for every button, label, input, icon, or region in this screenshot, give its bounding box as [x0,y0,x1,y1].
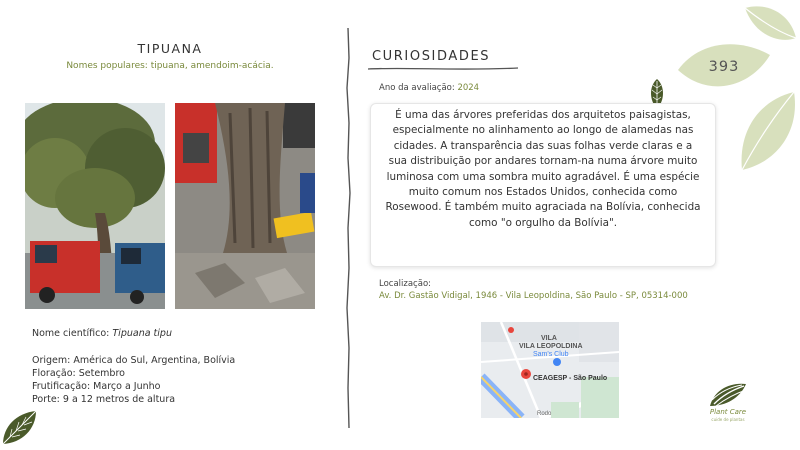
year-value: 2024 [457,83,480,93]
location-label: Localização: [379,279,432,289]
brand-tagline: cuide de plantas [711,417,745,422]
location-address: Av. Dr. Gastão Vidigal, 1946 - Vila Leopoldina, São Paulo - SP, 05314-000 [379,291,688,301]
title-underline [368,66,518,72]
curiosities-title: CURIOSIDADES [372,49,491,64]
year-label: Ano da avaliação: [379,83,458,93]
flowering-text: Floração: Setembro [32,368,125,379]
size-text: Porte: 9 a 12 metros de altura [32,394,176,405]
vertical-divider [343,28,355,428]
origin-text: Origem: América do Sul, Argentina, Bolívia [32,355,236,366]
scientific-label: Nome científico: [32,328,113,339]
map-road-label: Rodo [537,411,552,417]
curiosities-text: É uma das árvores preferidas dos arquitetos paisagistas, especialmente no alinhamento ao longo de alamedas nas cidades. A transparência das suas folhas verde claras e a sua distribuição por andares tornam-na numa árvore muito luminosa com uma sombra muito agradável. É uma espécie muito comum nos Estados Unidos, conhecida como Rosewood. É também muito agraciada na Bolívia, conhecida como "o orgulho da Bolívia". [385,109,701,229]
popular-names: Nomes populares: tipuana, amendoim-acácia. [66,61,274,71]
location-map[interactable] [481,322,619,418]
fruiting-text: Frutificação: Março a Junho [32,381,161,392]
tree-photo-full [25,103,165,309]
scientific-value: Tipuana tipu [112,328,172,339]
map-store-label: Sam's Club [533,351,569,358]
svg-text:VILA: VILA [541,335,557,342]
map-district-label: VILA LEOPOLDINA [519,343,583,350]
evaluation-year [379,83,479,93]
brand-name: Plant Care [709,408,747,416]
curiosities-card [370,103,716,267]
page-number: 393 [708,59,740,75]
plant-care-logo-icon [706,380,750,408]
scientific-name [32,328,172,339]
leaf-shape [742,92,795,170]
map-pin-label: CEAGESP - São Paulo [533,375,608,382]
tree-photo-trunk [175,103,315,309]
leaf-icon [0,407,40,447]
tree-facts [32,354,235,406]
tree-name: TIPUANA [137,41,203,56]
